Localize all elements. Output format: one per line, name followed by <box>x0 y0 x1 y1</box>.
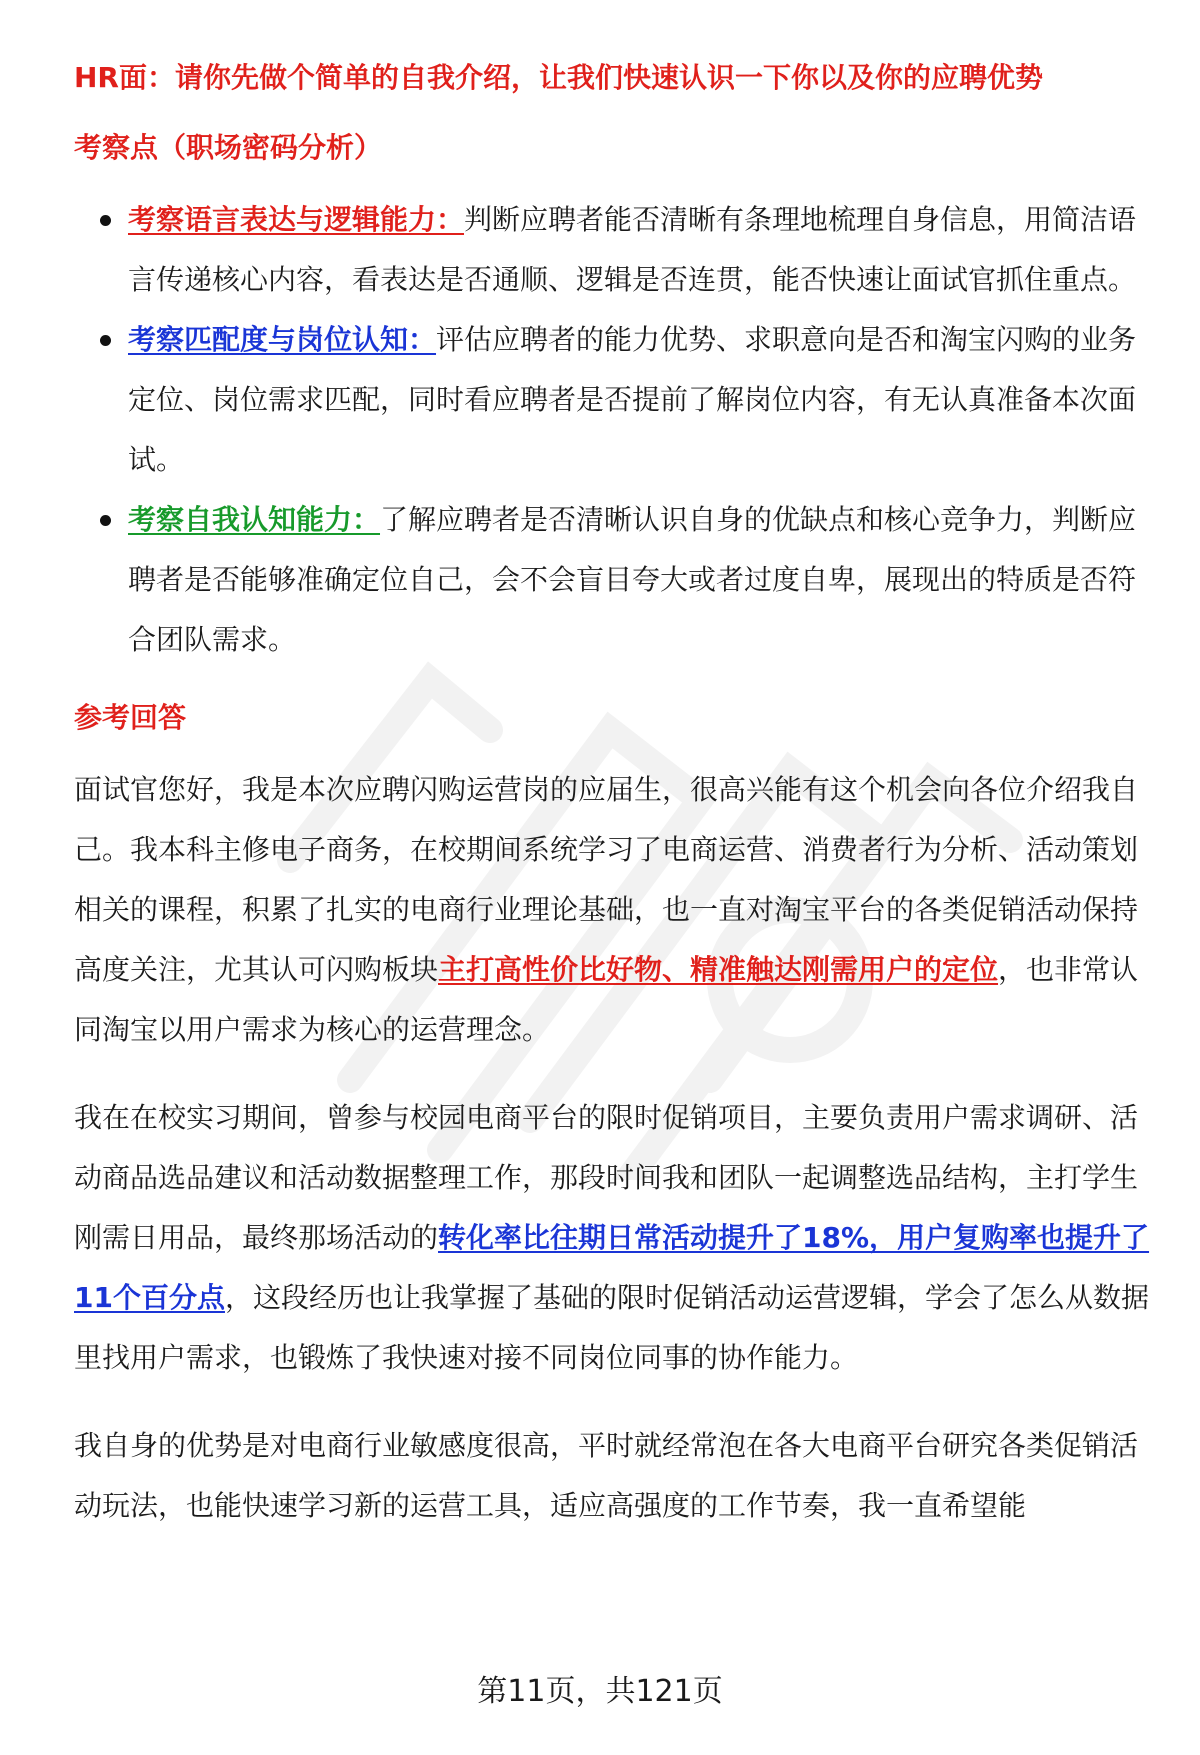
answer-paragraph-2 <box>74 1088 1154 1388</box>
bullet-dot-icon <box>100 515 111 526</box>
list-item <box>74 190 1154 310</box>
page-number: 第11页，共121页 <box>477 1674 723 1709</box>
answer-text: 面试官您好，我是本次应聘闪购运营岗的应届生，很高兴能有这个机会向各位介绍我自己。我本科主修电子商务，在校期间系统学习了电商运营、消费者行为分析、活动策划相关的课程，积累了扎实的电商行业理论基础，也一直对淘宝平台的各类促销活动保持高度关注，尤其认可闪购板块 <box>74 773 1139 986</box>
point-tag: 考察语言表达与逻辑能力： <box>128 203 465 236</box>
bullet-dot-icon <box>100 335 111 346</box>
content-column <box>74 58 1154 1564</box>
point-text: 评估应聘者的能力优势、求职意向是否和淘宝闪购的业务定位、岗位需求匹配，同时看应聘者是否提前了解岗位内容，有无认真准备本次面试。 <box>128 323 1137 476</box>
point-tag: 考察自我认知能力： <box>128 503 381 536</box>
answer-text: ，这段经历也让我掌握了基础的限时促销活动运营逻辑，学会了怎么从数据里找用户需求，也锻炼了我快速对接不同岗位同事的协作能力。 <box>74 1281 1149 1374</box>
answer-highlight-red: 主打高性价比好物、精准触达刚需用户的定位 <box>438 953 999 986</box>
answer-highlight-blue: 转化率比往期日常活动提升了18%，用户复购率也提升了11个百分点 <box>74 1221 1150 1314</box>
answer-text: 我在在校实习期间，曾参与校园电商平台的限时促销项目，主要负责用户需求调研、活动商品选品建议和活动数据整理工作，那段时间我和团队一起调整选品结构，主打学生刚需日用品，最终那场活动的 <box>74 1101 1139 1254</box>
points-heading: 考察点（职场密码分析） <box>74 131 383 164</box>
answer-text: ，也非常认同淘宝以用户需求为核心的运营理念。 <box>74 953 1139 1046</box>
list-item <box>74 310 1154 490</box>
answer-paragraph-3: 我自身的优势是对电商行业敏感度很高，平时就经常泡在各大电商平台研究各类促销活动玩法，也能快速学习新的运营工具，适应高强度的工作节奏，我一直希望能 <box>74 1429 1139 1522</box>
points-list <box>74 190 1154 670</box>
answer-paragraph-1 <box>74 760 1154 1060</box>
point-text: 了解应聘者是否清晰认识自身的优缺点和核心竞争力，判断应聘者是否能够准确定位自己，会不会盲目夸大或者过度自卑，展现出的特质是否符合团队需求。 <box>128 503 1137 656</box>
point-text: 判断应聘者能否清晰有条理地梳理自身信息，用简洁语言传递核心内容，看表达是否通顺、逻辑是否连贯，能否快速让面试官抓住重点。 <box>128 203 1137 296</box>
answer-heading: 参考回答 <box>74 701 187 734</box>
point-tag: 考察匹配度与岗位认知： <box>128 323 437 356</box>
list-item <box>74 490 1154 670</box>
bullet-dot-icon <box>100 215 111 226</box>
interview-question: HR面：请你先做个简单的自我介绍，让我们快速认识一下你以及你的应聘优势 <box>74 61 1043 94</box>
